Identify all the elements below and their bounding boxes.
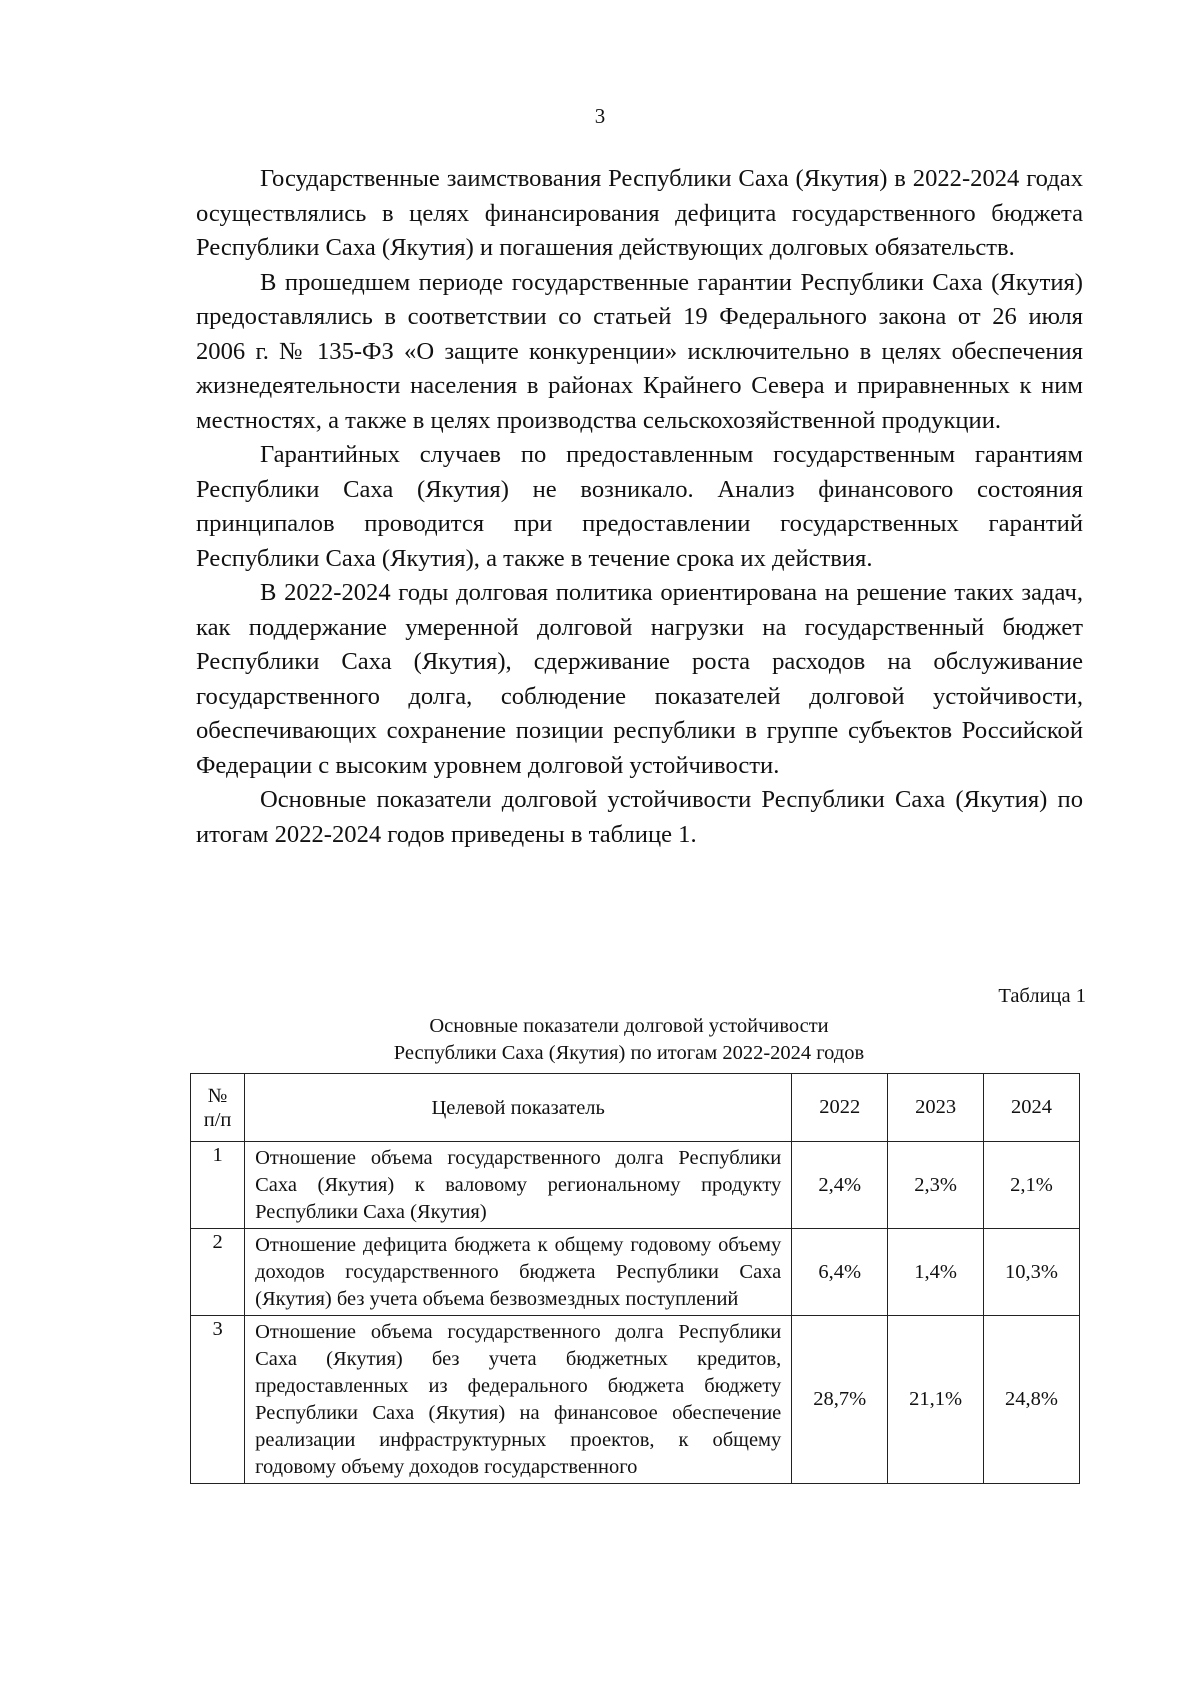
table-row [191, 1316, 1080, 1484]
paragraph-debt-policy: В 2022-2024 годы долговая политика ориентирована на решение таких задач, как поддержание умеренной долговой нагрузки на государственный бюджет Республики Саха (Якутия), сдерживание роста расходов на обслуживание государственного долга, соблюдение показателей долговой устойчивости, обеспечивающих сохранение позиции республики в группе субъектов Российской Федерации с высоким уровнем долговой устойчивости. [196, 579, 1083, 779]
page-number: 3 [594, 104, 606, 128]
row-value-2024: 2,1% [984, 1142, 1080, 1229]
row-value-2024: 24,8% [984, 1316, 1080, 1484]
row-value-2023: 2,3% [888, 1142, 984, 1229]
header-number-abbrev: п/п [203, 1108, 232, 1131]
row-indicator: Отношение дефицита бюджета к общему годовому объему доходов государственного бюджета Республики Саха (Якутия) без учета объема безвозмездных поступлений [245, 1229, 792, 1316]
table-row [191, 1229, 1080, 1316]
table-caption-line-2: Республики Саха (Якутия) по итогам 2022-2024 годов [393, 1042, 865, 1064]
row-number: 3 [191, 1316, 245, 1484]
table-row [191, 1142, 1080, 1229]
table-caption-line-1: Основные показатели долговой устойчивости [429, 1015, 829, 1037]
header-year-2024: 2024 [984, 1074, 1080, 1142]
body-text [196, 162, 1083, 852]
header-indicator: Целевой показатель [245, 1074, 792, 1142]
paragraph-guarantee-cases: Гарантийных случаев по предоставленным государственным гарантиям Республики Саха (Якутия) не возникало. Анализ финансового состояния принципалов проводится при предоставлении государственных гарантий Республики Саха (Якутия), а также в течение срока их действия. [196, 441, 1083, 572]
row-indicator: Отношение объема государственного долга Республики Саха (Якутия) к валовому региональному продукту Республики Саха (Якутия) [245, 1142, 792, 1229]
header-year-2023: 2023 [888, 1074, 984, 1142]
row-value-2022: 6,4% [792, 1229, 888, 1316]
header-number [191, 1074, 245, 1142]
header-number-symbol: № [207, 1084, 228, 1107]
paragraph-guarantees: В прошедшем периоде государственные гарантии Республики Саха (Якутия) предоставлялись в соответствии со статьей 19 Федерального закона от 26 июля 2006 г. № 135-ФЗ «О защите конкуренции» исключительно в целях обеспечения жизнедеятельности населения в районах Крайнего Севера и приравненных к ним местностях, а также в целях производства сельскохозяйственной продукции. [196, 268, 1083, 434]
header-year-2022: 2022 [792, 1074, 888, 1142]
row-indicator: Отношение объема государственного долга Республики Саха (Якутия) без учета бюджетных кредитов, предоставленных из федерального бюджета бюджету Республики Саха (Якутия) на финансовое обеспечение реализации инфраструктурных проектов, к общему годовому объему доходов государственного [245, 1316, 792, 1484]
table-header-row [191, 1074, 1080, 1142]
row-value-2022: 2,4% [792, 1142, 888, 1229]
row-number: 2 [191, 1229, 245, 1316]
table-label: Таблица 1 [998, 985, 1086, 1007]
row-value-2023: 1,4% [888, 1229, 984, 1316]
table-caption [176, 1013, 1082, 1067]
indicators-table [190, 1073, 1080, 1484]
row-value-2022: 28,7% [792, 1316, 888, 1484]
paragraph-table-intro: Основные показатели долговой устойчивости Республики Саха (Якутия) по итогам 2022-2024 годов приведены в таблице 1. [196, 786, 1083, 848]
row-value-2024: 10,3% [984, 1229, 1080, 1316]
paragraph-borrowings: Государственные заимствования Республики Саха (Якутия) в 2022-2024 годах осуществлялись в целях финансирования дефицита государственного бюджета Республики Саха (Якутия) и погашения действующих долговых обязательств. [196, 165, 1083, 261]
row-value-2023: 21,1% [888, 1316, 984, 1484]
row-number: 1 [191, 1142, 245, 1229]
